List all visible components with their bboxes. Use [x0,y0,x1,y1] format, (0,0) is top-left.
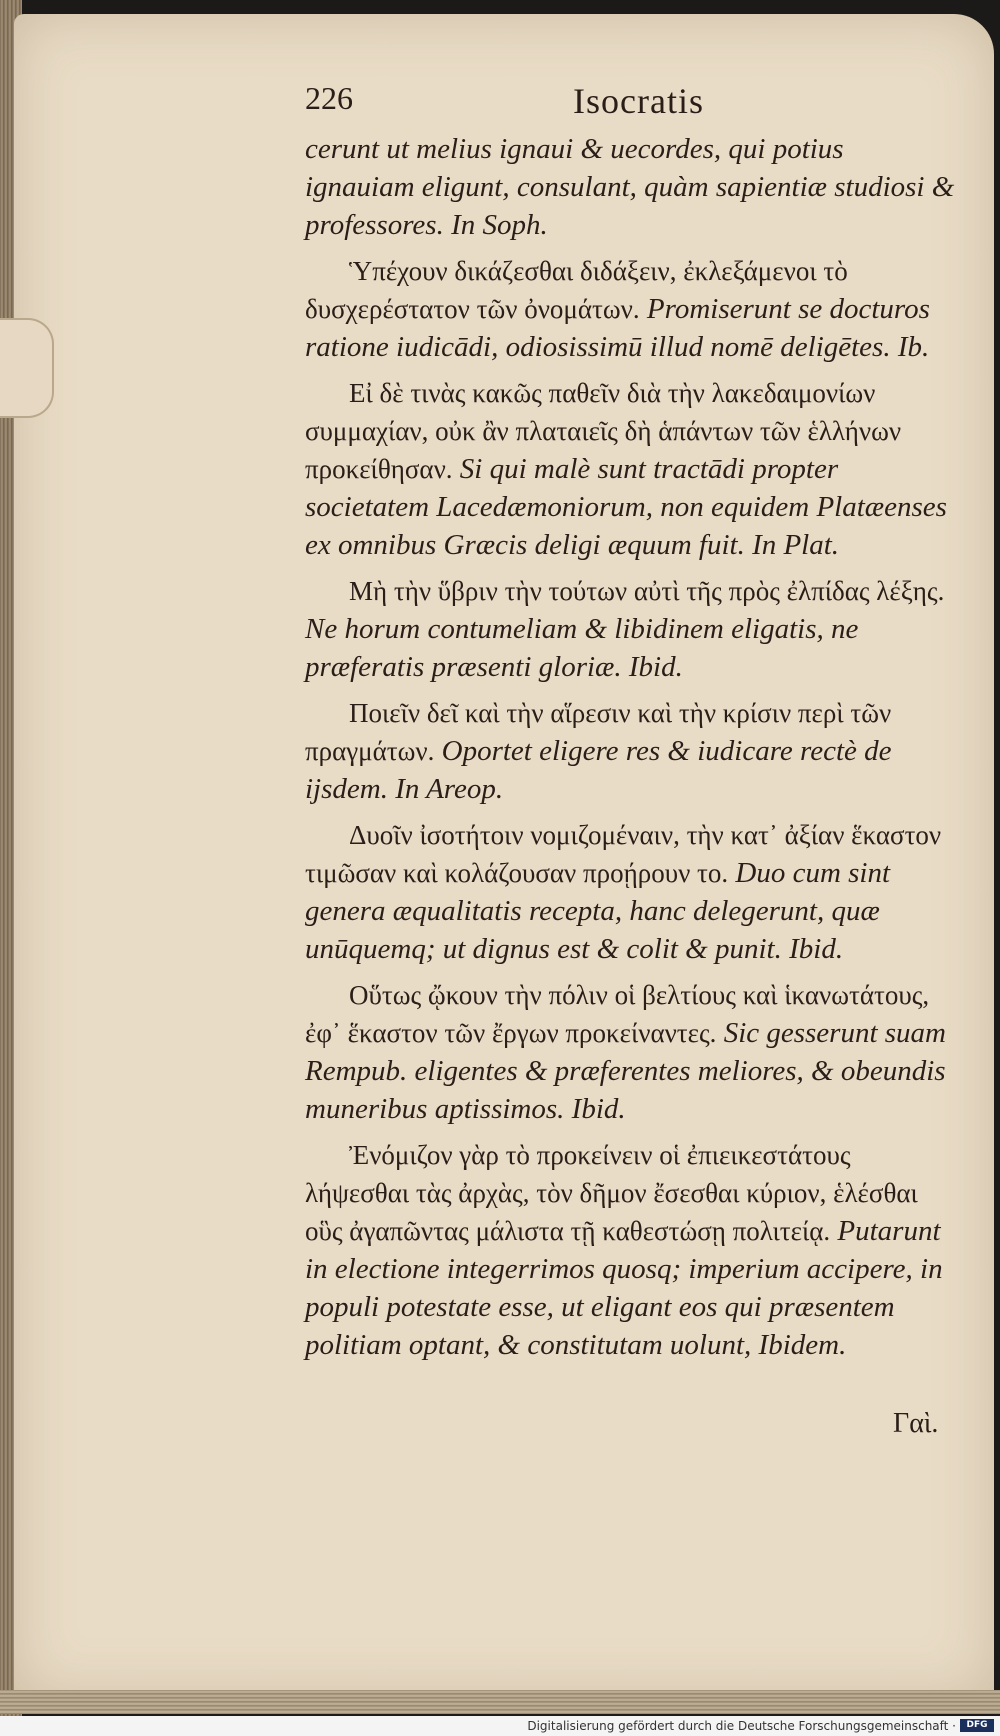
greek-text: Ποιεῖν δεῖ καὶ τὴν αἵρεσιν καὶ τὴν κρίσιν περὶ τῶν πραγμάτων. [305,698,892,766]
greek-text: Οὕτως ᾤκουν τὴν πόλιν οἱ βελτίους καὶ ἱκανωτάτους, ἐφ᾽ ἕκαστον τῶν ἔργων προκείναντες. [305,980,930,1048]
greek-text: Δυοῖν ἰσοτήτοιν νομιζομέναιν, τὴν κατ᾽ ἀξίαν ἕκαστον τιμῶσαν καὶ κολάζουσαν προῄρουν το. [305,820,942,888]
page-stack-edge [0,1690,1000,1714]
latin-text: Putarunt in electione integerrimos quosq; imperium accipere, in populi potestate esse, ut eligant eos qui præsentem politiam optant, & constitutam uolunt, Ibidem. [305,1215,943,1361]
greek-text: Ὑπέχουν δικάζεσθαι διδάξειν, ἐκλεξάμενοι τὸ δυσχερέστατον τῶν ὀνομάτων. [305,256,848,324]
page-tab-marker [0,318,54,418]
catchword: Γαὶ. [893,1408,939,1439]
running-head: Isocratis [573,81,704,121]
latin-text: cerunt ut melius ignaui & uecordes, qui potius ignauiam eligunt, consulant, quàm sapientiæ studiosi & professores. In Soph. [305,133,955,241]
latin-text: Si qui malè sunt tractādi propter societatem Lacedæmoniorum, non equidem Platæenses ex omnibus Græcis deligi æquum fuit. In Plat. [305,453,947,561]
paragraph-5 [305,816,955,968]
paragraph-0 [305,130,955,244]
paragraph-4 [305,694,955,808]
paragraph-1 [305,252,955,366]
dfg-logo-icon: DFG [960,1719,994,1732]
latin-text: Duo cum sint genera æqualitatis recepta, hanc delegerunt, quæ unūquemq; ut dignus est & colit & punit. Ibid. [305,857,891,965]
page-header [305,80,955,130]
latin-text: Promiserunt se docturos ratione iudicādi, odiosissimū illud nomē deligētes. Ib. [305,293,930,363]
paragraph-7 [305,1136,955,1364]
paragraph-3 [305,572,955,686]
latin-text: Oportet eligere res & iudicare rectè de ijsdem. In Areop. [305,735,892,805]
footer-credit: Digitalisierung gefördert durch die Deutsche Forschungsgemeinschaft · [527,1719,956,1733]
greek-text: Ἐνόμιζον γὰρ τὸ προκείνειν οἱ ἐπιεικεστάτους λήψεσθαι τὰς ἀρχὰς, τὸν δῆμον ἔσεσθαι κύριον, ἑλέσθαι οὓς ἀγαπῶντας μάλιστα τῇ καθεστώσῃ πολιτείᾳ. [305,1140,918,1246]
page-text [305,80,955,1372]
greek-text: Εἰ δὲ τινὰς κακῶς παθεῖν διὰ τὴν λακεδαιμονίων συμμαχίαν, οὐκ ἂν πλαταιεῖς δὴ ἁπάντων τῶν ἑλλήνων προκείθησαν. [305,378,902,484]
latin-text: Ne horum contumeliam & libidinem eligatis, ne præferatis præsenti gloriæ. Ibid. [305,613,859,683]
paragraph-2 [305,374,955,564]
digitization-footer [0,1716,1000,1736]
page-number: 226 [305,80,353,116]
paragraph-6 [305,976,955,1128]
latin-text: Sic gesserunt suam Rempub. eligentes & præferentes meliores, & obeundis muneribus aptissimos. Ibid. [305,1017,947,1125]
greek-text: Μὴ τὴν ὕβριν τὴν τούτων αὐτὶ τῆς πρὸς ἐλπίδας λέξης. [349,576,945,606]
